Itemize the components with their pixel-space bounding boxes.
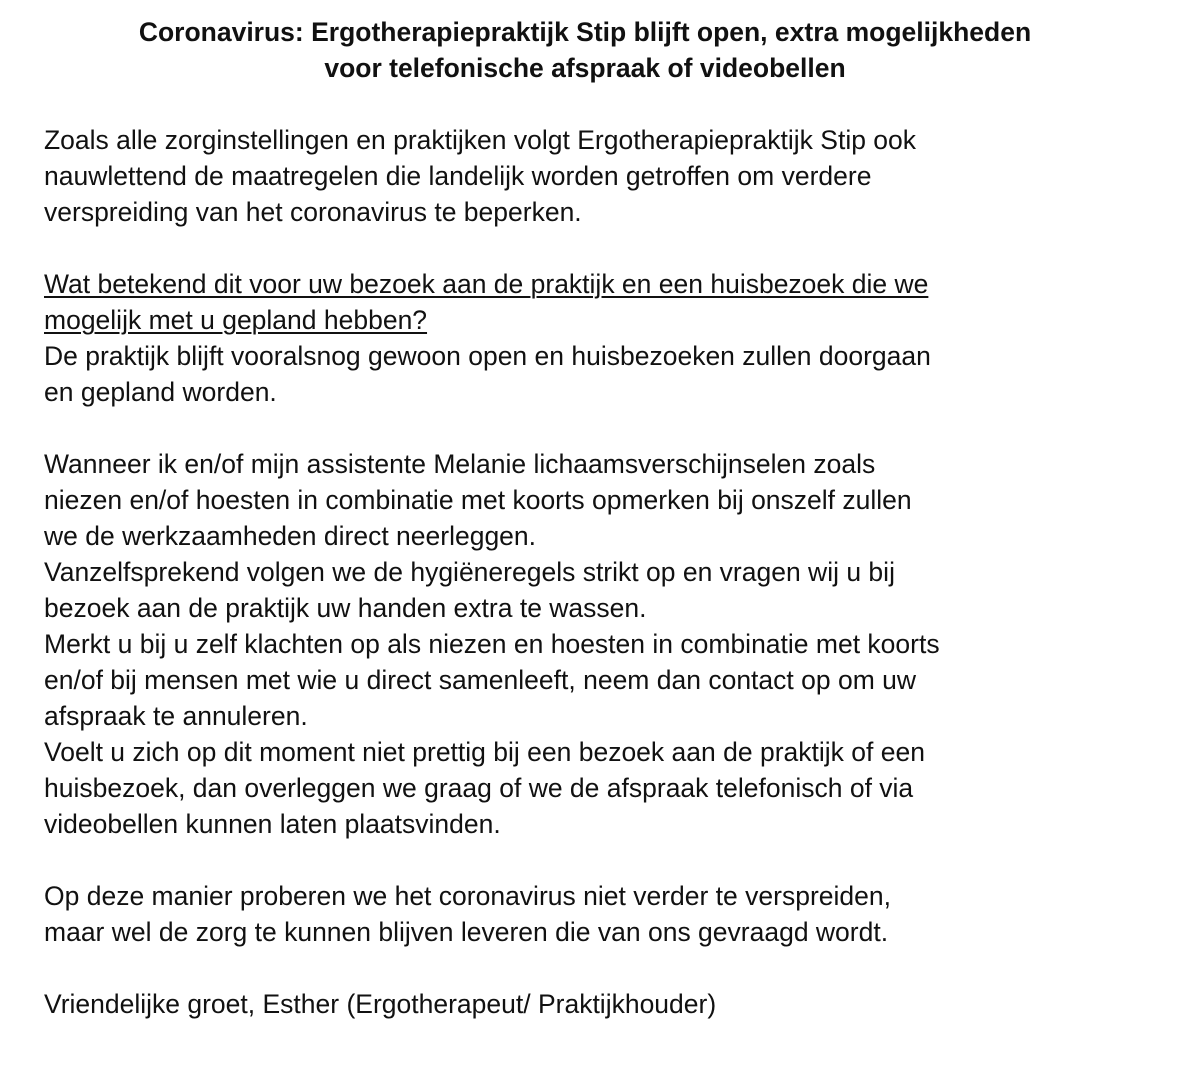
- document-title: [0, 14, 1170, 86]
- text-line: Voelt u zich op dit moment niet prettig bij een bezoek aan de praktijk of een: [44, 737, 925, 767]
- text-line: maar wel de zorg te kunnen blijven leveren die van ons gevraagd wordt.: [44, 917, 889, 947]
- text-line: afspraak te annuleren.: [44, 701, 308, 731]
- question-line: Wat betekend dit voor uw bezoek aan de praktijk en een huisbezoek die we: [44, 269, 929, 299]
- title-line-1: Coronavirus: Ergotherapiepraktijk Stip blijft open, extra mogelijkheden: [138, 17, 1032, 47]
- answer-paragraph: [44, 338, 1164, 410]
- closing-paragraph: [44, 878, 1164, 950]
- text-line: videobellen kunnen laten plaatsvinden.: [44, 809, 501, 839]
- text-line: Wanneer ik en/of mijn assistente Melanie lichaamsverschijnselen zoals: [44, 449, 876, 479]
- measures-paragraph: [44, 446, 1164, 842]
- text-line: De praktijk blijft vooralsnog gewoon open en huisbezoeken zullen doorgaan: [44, 341, 931, 371]
- paragraph-gap: [44, 230, 1164, 266]
- text-line: we de werkzaamheden direct neerleggen.: [44, 521, 537, 551]
- paragraph-gap: [44, 950, 1164, 986]
- text-line: Vanzelfsprekend volgen we de hygiëneregels strikt op en vragen wij u bij: [44, 557, 895, 587]
- paragraph-gap: [44, 410, 1164, 446]
- text-line: Op deze manier proberen we het coronavirus niet verder te verspreiden,: [44, 881, 891, 911]
- document-body: [44, 122, 1164, 1022]
- text-line: en gepland worden.: [44, 377, 277, 407]
- text-line: Zoals alle zorginstellingen en praktijken volgt Ergotherapiepraktijk Stip ook: [44, 125, 917, 155]
- signature: Vriendelijke groet, Esther (Ergotherapeut/ Praktijkhouder): [44, 989, 717, 1019]
- title-line-2: voor telefonische afspraak of videobellen: [324, 53, 846, 83]
- text-line: verspreiding van het coronavirus te beperken.: [44, 197, 582, 227]
- text-line: nauwlettend de maatregelen die landelijk worden getroffen om verdere: [44, 161, 872, 191]
- text-line: niezen en/of hoesten in combinatie met koorts opmerken bij onszelf zullen: [44, 485, 912, 515]
- question-line: mogelijk met u gepland hebben?: [44, 305, 428, 335]
- intro-paragraph: [44, 122, 1164, 230]
- text-line: huisbezoek, dan overleggen we graag of we de afspraak telefonisch of via: [44, 773, 914, 803]
- text-line: Merkt u bij u zelf klachten op als niezen en hoesten in combinatie met koorts: [44, 629, 940, 659]
- question-heading: [44, 266, 1164, 338]
- paragraph-gap: [44, 842, 1164, 878]
- text-line: en/of bij mensen met wie u direct samenleeft, neem dan contact op om uw: [44, 665, 917, 695]
- text-line: bezoek aan de praktijk uw handen extra te wassen.: [44, 593, 647, 623]
